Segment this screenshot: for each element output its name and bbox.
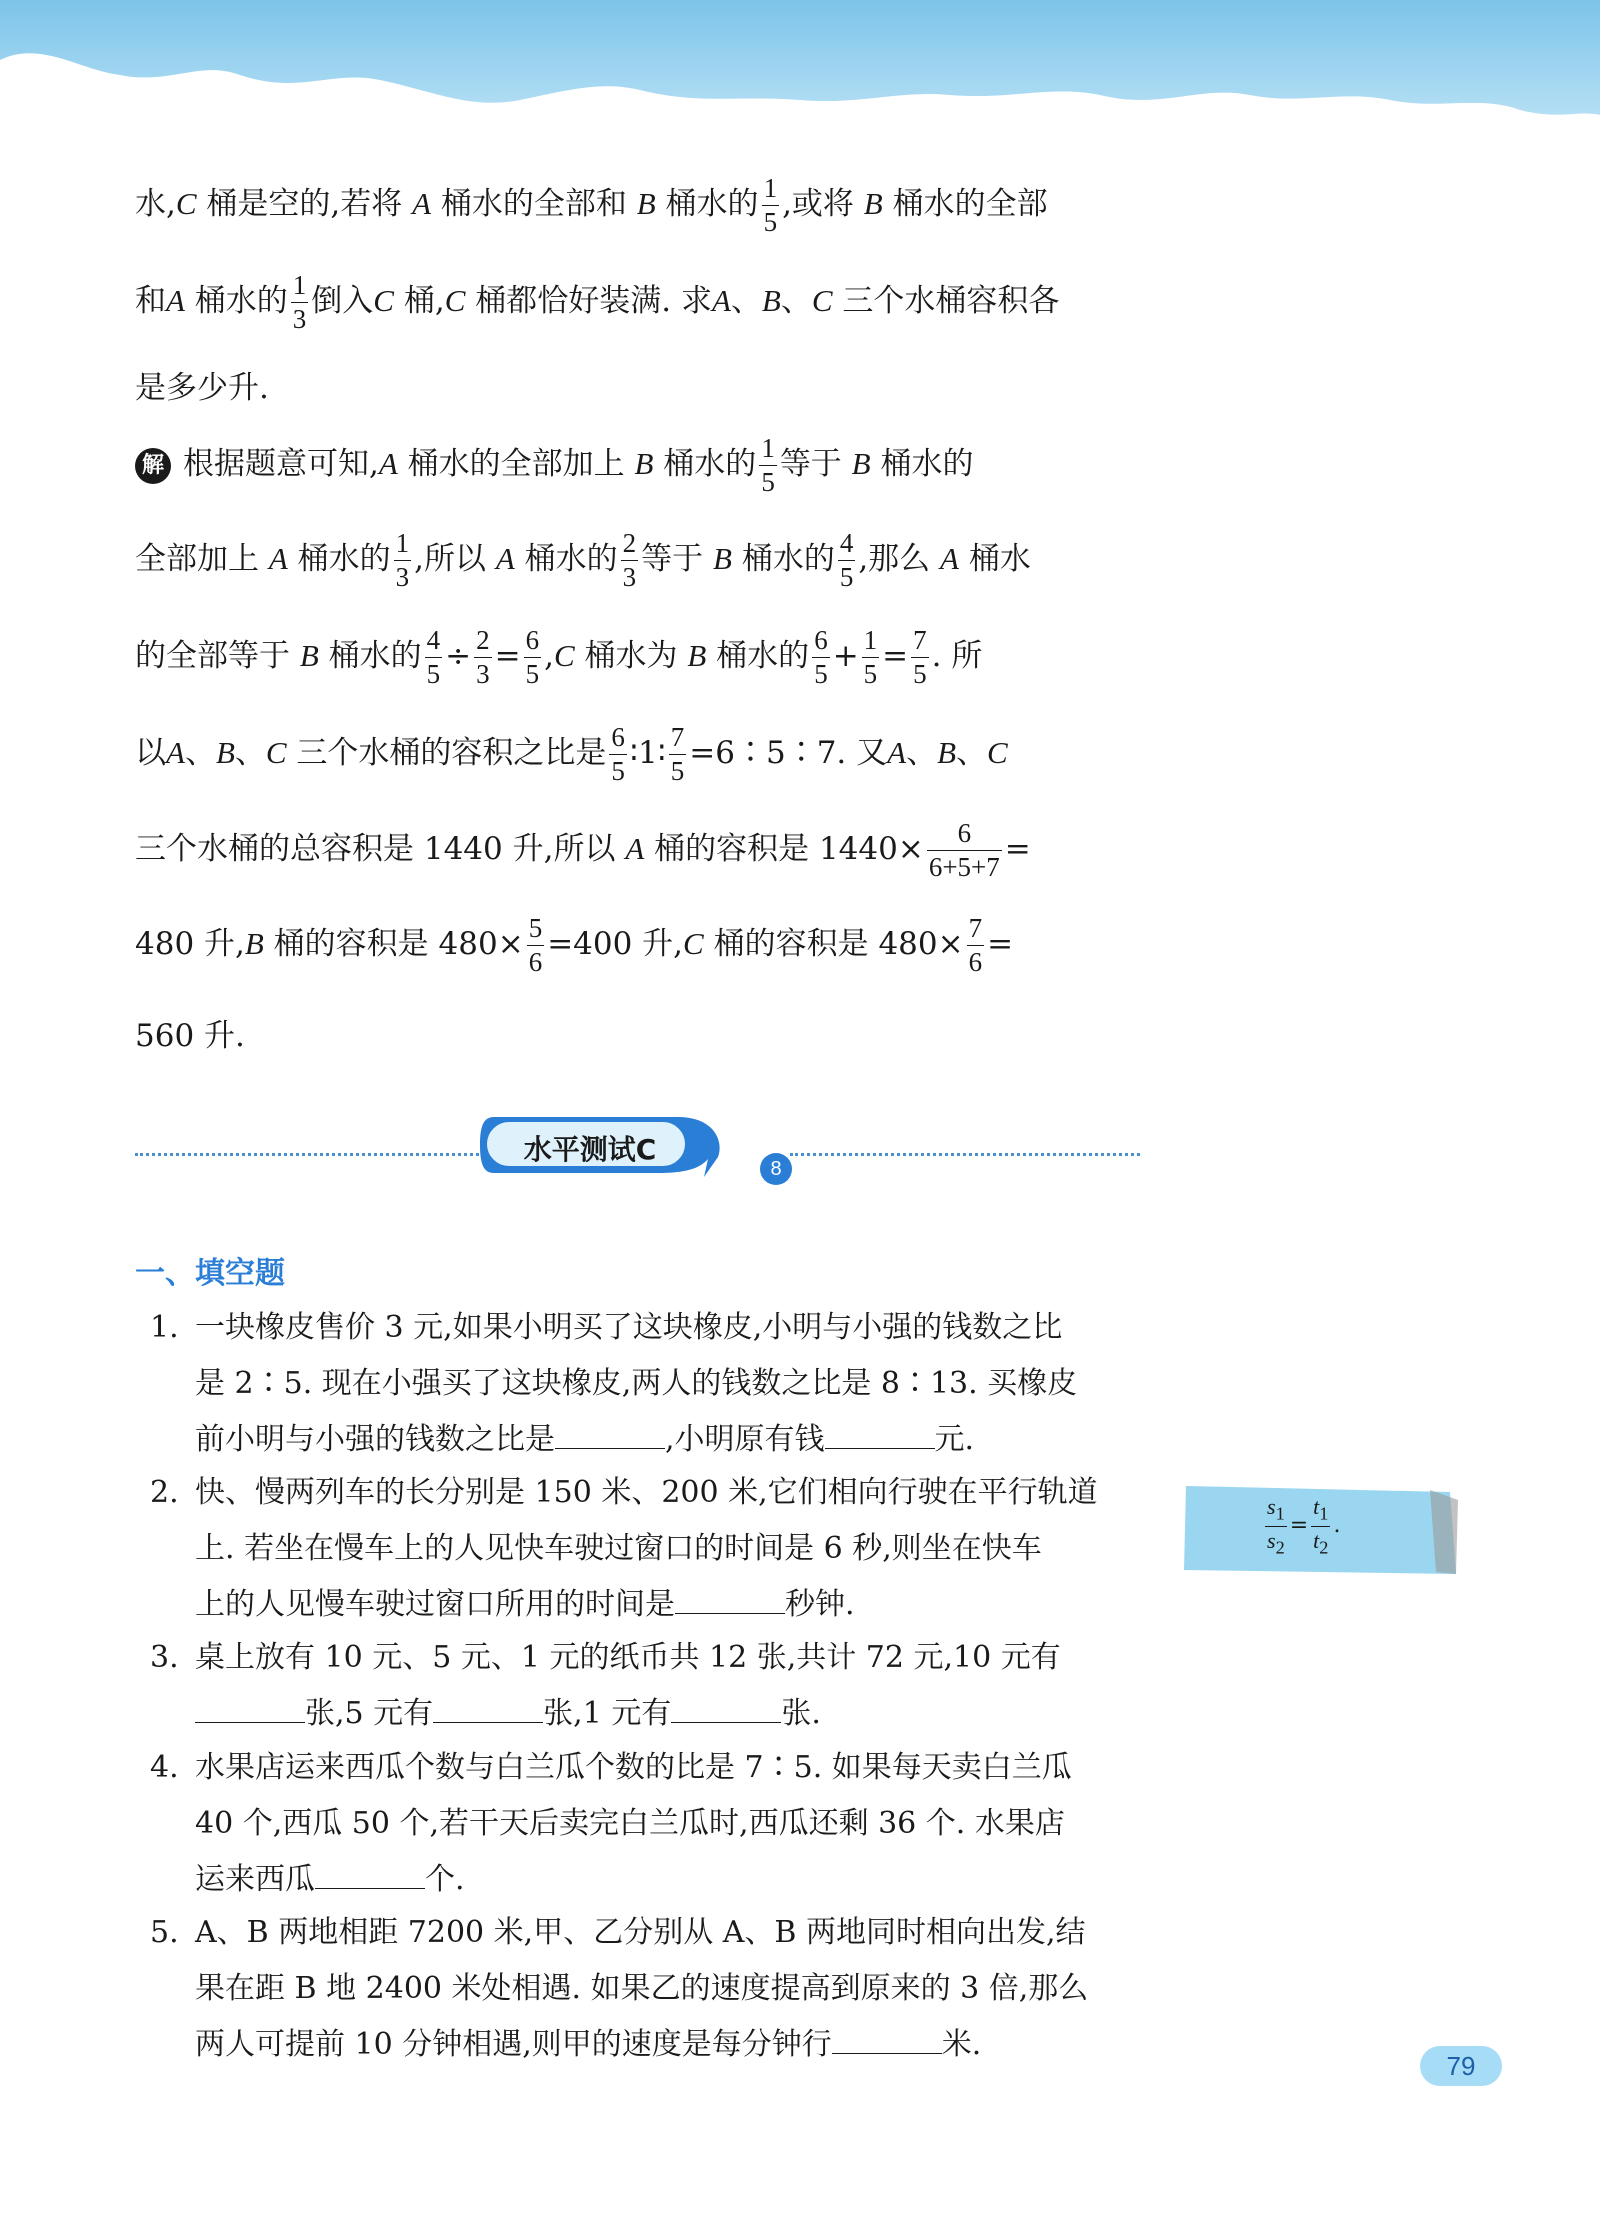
solution-line-3 bbox=[135, 627, 1145, 688]
question-line: 果在距 B 地 2400 米处相遇. 如果乙的速度提高到原来的 3 倍,那么 bbox=[195, 1971, 1089, 2006]
denominator: 3 bbox=[622, 562, 637, 592]
denominator: 5 bbox=[426, 659, 441, 689]
question-number: 5. bbox=[150, 1915, 179, 1950]
subscript: 2 bbox=[1275, 1537, 1285, 1558]
question-line: 上. 若坐在慢车上的人见快车驶过窗口的时间是 6 秒,则坐在快车 bbox=[195, 1531, 1042, 1566]
text: 桶是空的,若将 bbox=[196, 186, 413, 222]
text: 个. bbox=[425, 1862, 465, 1897]
numerator bbox=[1265, 1496, 1287, 1527]
fraction bbox=[759, 435, 777, 496]
fraction bbox=[838, 530, 856, 591]
section-title: 水平测试C bbox=[523, 1133, 657, 1166]
text: 桶的容积是 1440× bbox=[644, 831, 924, 867]
text: 桶水的全部和 bbox=[431, 186, 637, 222]
solution-line-1 bbox=[135, 435, 1145, 496]
section-number: 8 bbox=[760, 1153, 792, 1185]
denominator: 5 bbox=[670, 756, 685, 786]
numerator: 7 bbox=[911, 627, 929, 658]
solution-line-6 bbox=[135, 915, 1145, 976]
var: B bbox=[937, 735, 957, 770]
question-body bbox=[195, 1905, 1150, 2073]
numerator: 7 bbox=[669, 724, 687, 755]
question-line bbox=[195, 1686, 1150, 1742]
question-body bbox=[195, 1300, 1150, 1468]
problem-line-2 bbox=[135, 272, 1145, 333]
numerator: 7 bbox=[967, 915, 985, 946]
operator: + bbox=[832, 638, 859, 674]
var: C bbox=[987, 735, 1008, 770]
subscript: 1 bbox=[1275, 1503, 1285, 1524]
denominator: 5 bbox=[839, 562, 854, 592]
fraction bbox=[524, 627, 542, 688]
denominator bbox=[1311, 1527, 1330, 1557]
denominator: 6+5+7 bbox=[928, 852, 1000, 882]
denominator: 5 bbox=[611, 756, 625, 786]
text: 480 升, bbox=[135, 926, 245, 962]
operator: = bbox=[882, 638, 909, 674]
text: 运来西瓜 bbox=[195, 1862, 315, 1897]
question-line: 40 个,西瓜 50 个,若干天后卖完白兰瓜时,西瓜还剩 36 个. 水果店 bbox=[195, 1806, 1065, 1841]
var: A bbox=[711, 283, 731, 318]
part-heading: 一、填空题 bbox=[135, 1256, 285, 1291]
question-2 bbox=[150, 1465, 1150, 1633]
text: 全部加上 bbox=[135, 541, 269, 577]
question-line: A、B 两地相距 7200 米,甲、乙分别从 A、B 两地同时相向出发,结 bbox=[195, 1915, 1086, 1950]
text: 桶水的全部 bbox=[882, 186, 1048, 222]
var: B bbox=[299, 638, 319, 673]
question-body bbox=[195, 1465, 1150, 1633]
solution-line-7: 560 升. bbox=[135, 1018, 245, 1054]
fraction bbox=[1311, 1496, 1330, 1556]
text: 米. bbox=[941, 2027, 982, 2062]
text: . 所 bbox=[931, 638, 983, 674]
text: 桶水的 bbox=[655, 186, 759, 222]
var: C bbox=[444, 283, 466, 318]
var: A bbox=[268, 541, 288, 576]
text: 桶水的 bbox=[287, 541, 391, 577]
denominator: 3 bbox=[476, 659, 490, 689]
operator: = bbox=[494, 638, 521, 674]
text: 、 bbox=[780, 283, 812, 319]
solution-line-5 bbox=[135, 820, 1145, 881]
text: 桶, bbox=[393, 283, 445, 319]
text: 三个水桶的总容积是 1440 升,所以 bbox=[135, 831, 626, 867]
text: 桶水的 bbox=[870, 446, 974, 482]
text: 秒钟. bbox=[785, 1587, 855, 1622]
question-3 bbox=[150, 1630, 1150, 1742]
var: A bbox=[887, 735, 907, 770]
numerator: 4 bbox=[838, 530, 856, 561]
section-divider-left bbox=[135, 1153, 485, 1156]
question-line: 水果店运来西瓜个数与白兰瓜个数的比是 7∶5. 如果每天卖白兰瓜 bbox=[195, 1750, 1072, 1785]
var: C bbox=[553, 638, 575, 673]
var: C bbox=[373, 283, 394, 318]
fraction bbox=[1265, 1496, 1287, 1556]
numerator: 4 bbox=[425, 627, 443, 658]
denominator: 3 bbox=[292, 304, 307, 334]
question-number: 2. bbox=[150, 1475, 179, 1510]
operator: = bbox=[987, 926, 1014, 962]
var: B bbox=[244, 926, 264, 961]
denominator: 6 bbox=[528, 947, 543, 977]
text: 元. bbox=[934, 1422, 975, 1457]
text: 以 bbox=[135, 735, 166, 771]
text: 桶水 bbox=[958, 541, 1031, 577]
question-line bbox=[195, 2017, 1150, 2073]
text: 、 bbox=[234, 735, 266, 771]
fraction bbox=[967, 915, 985, 976]
text: =400 升, bbox=[547, 926, 684, 962]
text: 张,1 元有 bbox=[543, 1696, 672, 1731]
fraction bbox=[621, 530, 639, 591]
numerator: 1 bbox=[759, 435, 777, 466]
text: 桶水为 bbox=[574, 638, 688, 674]
answer-blank[interactable] bbox=[825, 1424, 935, 1449]
text: 、 bbox=[906, 735, 938, 771]
var: B bbox=[863, 186, 883, 221]
fraction bbox=[527, 915, 545, 976]
text: ∶1∶ bbox=[629, 735, 666, 771]
denominator: 5 bbox=[763, 207, 778, 237]
answer-blank[interactable] bbox=[671, 1698, 781, 1723]
text: 桶的容积是 480× bbox=[263, 926, 524, 962]
fraction bbox=[862, 627, 880, 688]
numerator: 1 bbox=[862, 627, 880, 658]
text: 桶都恰好装满. 求 bbox=[465, 283, 712, 319]
denominator: 5 bbox=[913, 659, 927, 689]
question-number: 3. bbox=[150, 1640, 179, 1675]
numerator: 1 bbox=[291, 272, 309, 303]
question-line bbox=[195, 1412, 1150, 1468]
text: 桶水的 bbox=[653, 446, 757, 482]
text: 三个水桶容积各 bbox=[832, 283, 1060, 319]
denominator: 5 bbox=[814, 659, 828, 689]
var: A bbox=[166, 283, 185, 318]
text: . bbox=[1333, 1513, 1341, 1539]
text: 、 bbox=[184, 735, 216, 771]
question-line bbox=[195, 1577, 1150, 1633]
subscript: 1 bbox=[1319, 1503, 1329, 1524]
text: ,所以 bbox=[414, 541, 496, 577]
text: ,小明原有钱 bbox=[665, 1422, 825, 1457]
numerator bbox=[1311, 1496, 1330, 1527]
question-body bbox=[195, 1740, 1150, 1908]
var: A bbox=[495, 541, 515, 576]
fraction bbox=[394, 530, 412, 591]
text: 和 bbox=[135, 283, 166, 319]
var: B bbox=[215, 735, 235, 770]
text: 桶的容积是 480× bbox=[703, 926, 964, 962]
text: 桶水的 bbox=[514, 541, 618, 577]
denominator: 5 bbox=[525, 659, 540, 689]
text: 桶水的 bbox=[731, 541, 835, 577]
header-sky-banner bbox=[0, 0, 1600, 150]
denominator bbox=[1265, 1527, 1287, 1557]
fraction bbox=[474, 627, 492, 688]
text: , bbox=[544, 638, 554, 674]
answer-blank[interactable] bbox=[195, 1698, 305, 1723]
text: 、 bbox=[956, 735, 988, 771]
text: 三个水桶的容积之比是 bbox=[286, 735, 607, 771]
side-note-formula bbox=[1262, 1496, 1340, 1556]
text: 倒入 bbox=[311, 283, 374, 319]
denominator: 3 bbox=[395, 562, 410, 592]
fraction bbox=[609, 724, 627, 785]
solution-line-2 bbox=[135, 530, 1145, 591]
answer-blank[interactable] bbox=[832, 2029, 942, 2054]
fraction bbox=[669, 724, 687, 785]
var: A bbox=[940, 541, 959, 576]
fraction bbox=[927, 820, 1002, 881]
denominator: 5 bbox=[863, 659, 878, 689]
solution-badge: 解 bbox=[135, 448, 171, 484]
numerator: 2 bbox=[621, 530, 639, 561]
solution-line-4 bbox=[135, 724, 1145, 785]
text: 等于 bbox=[641, 541, 714, 577]
var: B bbox=[761, 283, 781, 318]
numerator: 6 bbox=[927, 820, 1002, 851]
question-line: 快、慢两列车的长分别是 150 米、200 米,它们相向行驶在平行轨道 bbox=[195, 1475, 1098, 1510]
var: B bbox=[687, 638, 707, 673]
fraction bbox=[911, 627, 929, 688]
numerator: 1 bbox=[762, 175, 780, 206]
var: A bbox=[625, 831, 645, 866]
text: 等于 bbox=[779, 446, 852, 482]
denominator: 5 bbox=[761, 467, 775, 497]
var: s bbox=[1267, 1494, 1276, 1519]
question-4 bbox=[150, 1740, 1150, 1908]
fraction bbox=[425, 627, 443, 688]
var: t bbox=[1313, 1527, 1320, 1553]
var: A bbox=[412, 186, 432, 221]
answer-blank[interactable] bbox=[433, 1698, 543, 1723]
question-line bbox=[195, 1852, 1150, 1908]
question-body bbox=[195, 1630, 1150, 1742]
page-number: 79 bbox=[1420, 2046, 1502, 2086]
numerator: 6 bbox=[524, 627, 542, 658]
answer-blank[interactable] bbox=[675, 1589, 785, 1614]
fraction bbox=[291, 272, 309, 333]
text: =6∶5∶7. 又 bbox=[689, 735, 888, 771]
operator: = bbox=[1004, 831, 1031, 867]
problem-line-3: 是多少升. bbox=[135, 370, 269, 406]
numerator: 6 bbox=[609, 724, 627, 755]
text: 桶水的全部加上 bbox=[397, 446, 635, 482]
var: C bbox=[683, 926, 704, 961]
operator: = bbox=[1289, 1513, 1309, 1539]
var: s bbox=[1267, 1527, 1276, 1553]
fraction bbox=[812, 627, 830, 688]
text: 的全部等于 bbox=[135, 638, 300, 674]
problem-line-1 bbox=[135, 175, 1145, 236]
section-divider-right bbox=[790, 1153, 1140, 1156]
text: ,那么 bbox=[858, 541, 941, 577]
var: C bbox=[175, 186, 197, 221]
question-1 bbox=[150, 1300, 1150, 1468]
question-line: 桌上放有 10 元、5 元、1 元的纸币共 12 张,共计 72 元,10 元有 bbox=[195, 1640, 1061, 1675]
var: B bbox=[634, 446, 654, 481]
text: 根据题意可知, bbox=[183, 446, 379, 482]
numerator: 6 bbox=[812, 627, 830, 658]
question-5 bbox=[150, 1905, 1150, 2073]
text: 前小明与小强的钱数之比是 bbox=[195, 1422, 555, 1457]
var: B bbox=[636, 186, 656, 221]
var: C bbox=[265, 735, 287, 770]
denominator: 6 bbox=[968, 947, 983, 977]
var: A bbox=[166, 735, 185, 770]
question-line: 一块橡皮售价 3 元,如果小明买了这块橡皮,小明与小强的钱数之比 bbox=[195, 1310, 1063, 1345]
text: 张,5 元有 bbox=[305, 1696, 434, 1731]
numerator: 1 bbox=[394, 530, 412, 561]
question-number: 1. bbox=[150, 1310, 179, 1345]
numerator: 5 bbox=[527, 915, 545, 946]
text: ,或将 bbox=[782, 186, 864, 222]
text: 、 bbox=[730, 283, 762, 319]
question-number: 4. bbox=[150, 1750, 179, 1785]
answer-blank[interactable] bbox=[555, 1424, 665, 1449]
question-line: 是 2∶5. 现在小强买了这块橡皮,两人的钱数之比是 8∶13. 买橡皮 bbox=[195, 1366, 1078, 1401]
fraction bbox=[762, 175, 780, 236]
var: t bbox=[1313, 1494, 1320, 1519]
text: 张. bbox=[781, 1696, 821, 1731]
operator: ÷ bbox=[445, 638, 472, 674]
text: 桶水的 bbox=[318, 638, 422, 674]
var: C bbox=[811, 283, 833, 318]
var: B bbox=[713, 541, 732, 576]
text: 上的人见慢车驶过窗口所用的时间是 bbox=[195, 1587, 675, 1622]
var: A bbox=[378, 446, 398, 481]
text: 两人可提前 10 分钟相遇,则甲的速度是每分钟行 bbox=[195, 2027, 832, 2062]
text: 桶水的 bbox=[184, 283, 288, 319]
answer-blank[interactable] bbox=[315, 1864, 425, 1889]
text: 桶水的 bbox=[706, 638, 810, 674]
var: B bbox=[851, 446, 871, 481]
text: 水, bbox=[135, 186, 176, 222]
numerator: 2 bbox=[474, 627, 492, 658]
subscript: 2 bbox=[1319, 1537, 1329, 1558]
